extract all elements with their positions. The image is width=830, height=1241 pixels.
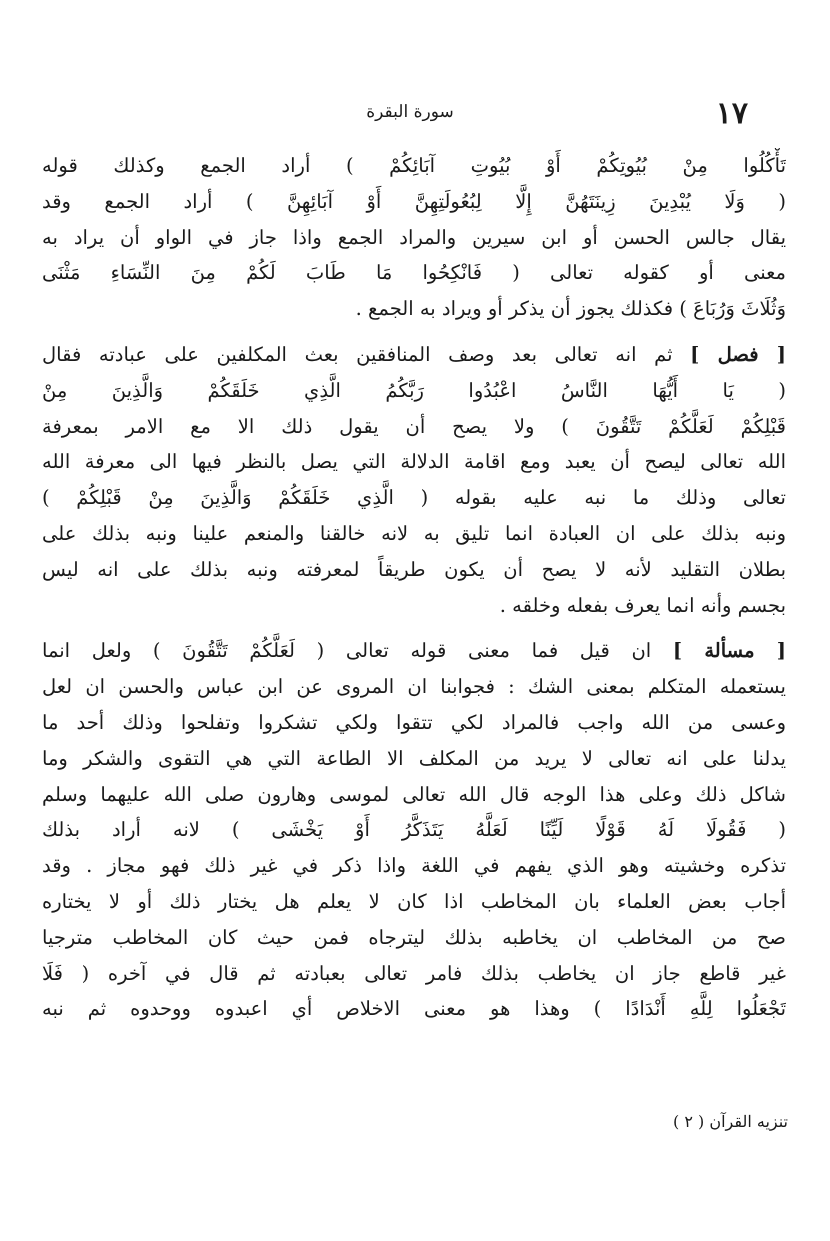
- section-label: [ فصل ]: [690, 342, 786, 366]
- text-line: تذكره وخشيته وهو الذي يفهم في اللغة واذا ذكر في غير ذلك فهو مجاز . وقد: [42, 854, 786, 878]
- text-run: ثم انه تعالى بعد وصف المنافقين بعث المكلفين على عبادته فقال: [42, 342, 673, 366]
- text-line: وعسى من الله واجب فالمراد لكي تتقوا ولكي تشكروا وتفلحوا وذلك أحد ما: [42, 710, 786, 734]
- text-line: يقال جالس الحسن أو ابن سيرين والمراد الجمع واذا جاز في الواو أن يراد به: [42, 225, 786, 249]
- page-header: [60, 96, 760, 132]
- signature-mark: تنزيه القرآن ( ٢ ): [673, 1112, 788, 1131]
- text-line: وَثُلَاثَ وَرُبَاعَ ) فكذلك يجوز أن يذكر أو ويراد به الجمع .: [355, 297, 786, 321]
- surah-title: سورة البقرة: [366, 102, 454, 122]
- text-run: ان قيل فما معنى قوله تعالى ( لَعَلَّكُمْ تَتَّقُونَ ) ولعل انما: [42, 639, 652, 663]
- text-line: الله تعالى ليصح أن يعبد ومع اقامة الدلالة التي يصل بالنظر فيها الى معرفة الله: [42, 450, 786, 474]
- text-line: [42, 337, 786, 373]
- section-label: [ مسألة ]: [672, 639, 786, 663]
- text-line: معنى أو كقوله تعالى ( فَانْكِحُوا مَا طَابَ لَكُمْ مِنَ النِّسَاءِ مَثْنَى: [42, 261, 786, 285]
- text-line: ( يَا أَيُّهَا النَّاسُ اعْبُدُوا رَبَّكُمُ الَّذِي خَلَقَكُمْ وَالَّذِينَ مِنْ: [42, 378, 786, 402]
- paragraph: [42, 148, 786, 327]
- text-line: تعالى وذلك ما نبه عليه بقوله ( الَّذِي خَلَقَكُمْ وَالَّذِينَ مِنْ قَبْلِكُمْ ): [42, 486, 786, 510]
- page-number: ١٧: [715, 96, 748, 131]
- main-text: [42, 148, 786, 1037]
- text-line: يدلنا على انه تعالى لا يريد من المكلف الا الطاعة التي هي التقوى والشكر وما: [42, 746, 786, 770]
- text-line: صح من المخاطب ان يخاطبه بذلك ليترجاه فمن حيث كان المخاطب مترجيا: [42, 925, 786, 949]
- text-line: [42, 633, 786, 669]
- text-line: قَبْلِكُمْ لَعَلَّكُمْ تَتَّقُونَ ) ولا يصح أن يقول ذلك الا مع الامر بمعرفة: [42, 414, 786, 438]
- text-line: ( وَلَا يُبْدِينَ زِينَتَهُنَّ إِلَّا لِبُعُولَتِهِنَّ أَوْ آبَائِهِنَّ ) أراد الجمع وقد: [42, 189, 786, 213]
- section-masala: [42, 633, 786, 1027]
- text-line: أجاب بعض العلماء بان المخاطب اذا كان لا يعلم هل يختار ذلك أو لا يختاره: [42, 889, 786, 913]
- section-fasl: [42, 337, 786, 623]
- text-line: ( فَقُولَا لَهُ قَوْلًا لَيِّنًا لَعَلَّهُ يَتَذَكَّرُ أَوْ يَخْشَى ) لانه أراد بذلك: [42, 818, 786, 842]
- text-line: شاكل ذلك وعلى هذا الوجه قال الله تعالى لموسى وهارون صلى الله عليهما وسلم: [42, 782, 786, 806]
- text-line: بجسم وأنه انما يعرف بفعله وخلقه .: [499, 593, 786, 617]
- text-line: غير قاطع جاز ان يخاطب بذلك فامر تعالى بعبادته ثم قال في آخره ( فَلَا: [42, 961, 786, 985]
- text-line: تَجْعَلُوا لِلَّهِ أَنْدَادًا ) وهذا هو معنى الاخلاص أي اعبدوه ووحدوه ثم نبه: [42, 997, 786, 1021]
- text-line: تَأْكُلُوا مِنْ بُيُوتِكُمْ أَوْ بُيُوتِ آبَائِكُمْ ) أراد الجمع وكذلك قوله: [42, 154, 786, 177]
- text-line: ونبه بذلك على ان العبادة انما تليق به لانه خالقنا والمنعم علينا ونبه بذلك على: [42, 521, 786, 545]
- text-line: بطلان التقليد لأنه لا يصح أن يكون طريقاً لمعرفته ونبه بذلك على انه ليس: [42, 557, 786, 581]
- text-line: يستعمله المتكلم بمعنى الشك : فجوابنا ان المروى عن ابن عباس والحسن ان لعل: [42, 675, 786, 699]
